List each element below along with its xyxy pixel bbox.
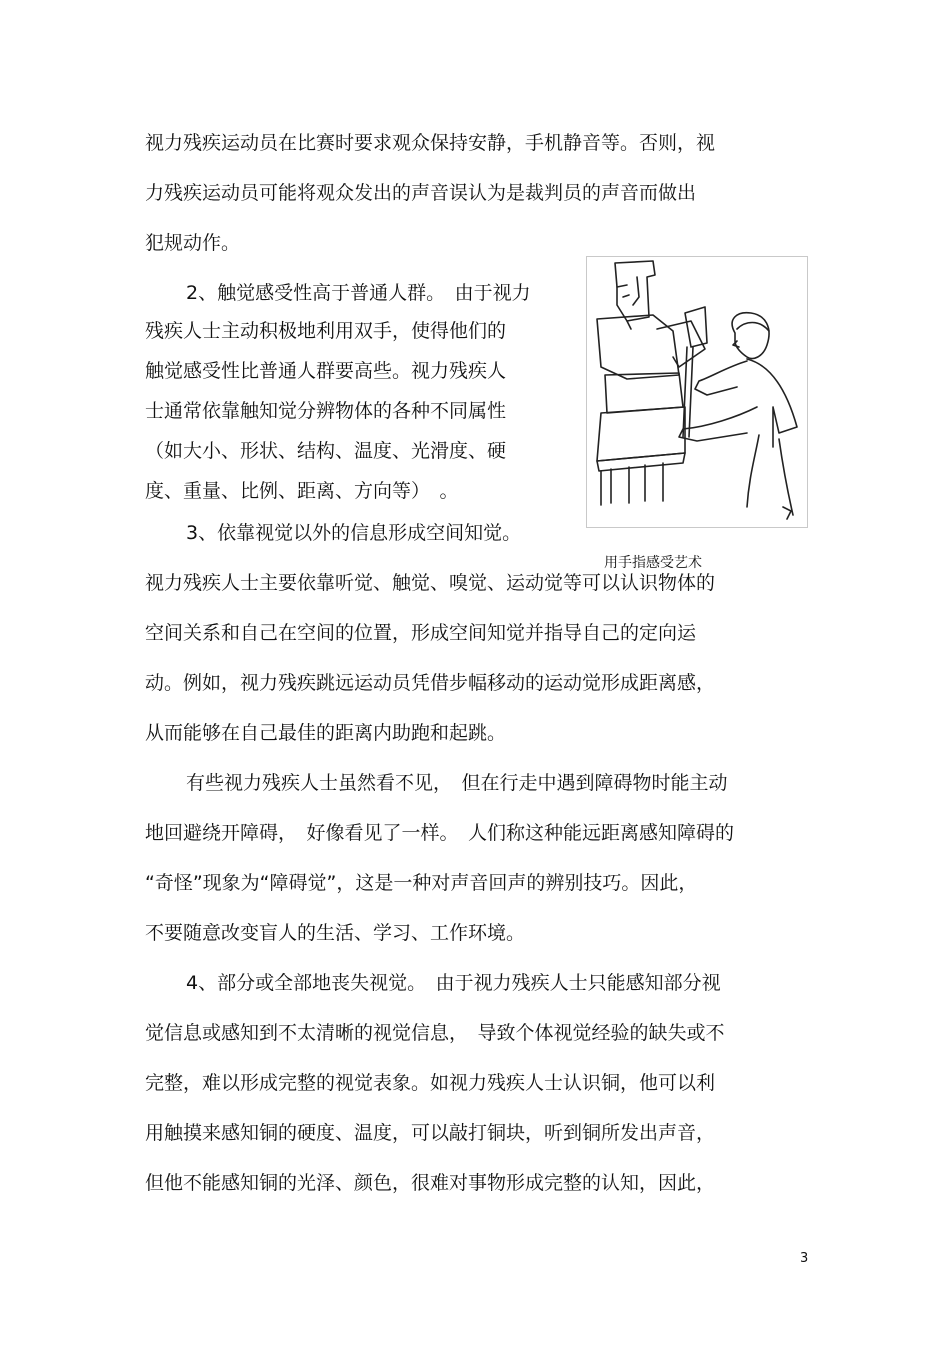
section-heading-line: 3、依靠视觉以外的信息形成空间知觉。 bbox=[186, 522, 522, 544]
paragraph-line: 但他不能感知铜的光泽、颜色，很难对事物形成完整的认知，因此， bbox=[145, 1172, 716, 1194]
paragraph-line: 从而能够在自己最佳的距离内助跑和起跳。 bbox=[145, 722, 507, 744]
paragraph-line: 度、重量、比例、距离、方向等） 。 bbox=[145, 480, 459, 502]
page-number: 3 bbox=[800, 1251, 809, 1266]
paragraph-line: 地回避绕开障碍， 好像看见了一样。 人们称这种能远距离感知障碍的 bbox=[145, 822, 735, 844]
paragraph-line: 有些视力残疾人士虽然看不见， 但在行走中遇到障碍物时能主动 bbox=[186, 772, 728, 794]
paragraph-line: （如大小、形状、结构、温度、光滑度、硬 bbox=[145, 440, 507, 462]
figure-caption: 用手指感受艺术 bbox=[604, 555, 702, 571]
paragraph-line: 觉信息或感知到不太清晰的视觉信息， 导致个体视觉经验的缺失或不 bbox=[145, 1022, 725, 1044]
section-heading-line: 4、部分或全部地丧失视觉。 由于视力残疾人士只能感知部分视 bbox=[186, 972, 721, 994]
sketch-image bbox=[587, 257, 807, 527]
paragraph-line: 空间关系和自己在空间的位置，形成空间知觉并指导自己的定向运 bbox=[145, 622, 697, 644]
paragraph-line: 力残疾运动员可能将观众发出的声音误认为是裁判员的声音而做出 bbox=[145, 182, 697, 204]
paragraph-line: 不要随意改变盲人的生活、学习、工作环境。 bbox=[145, 922, 526, 944]
paragraph-line: 视力残疾人士主要依靠听觉、触觉、嗅觉、运动觉等可以认识物体的 bbox=[145, 572, 716, 594]
paragraph-line: 士通常依靠触知觉分辨物体的各种不同属性 bbox=[145, 400, 507, 422]
paragraph-line: 动。例如，视力残疾跳远运动员凭借步幅移动的运动觉形成距离感， bbox=[145, 672, 716, 694]
paragraph-line: 完整，难以形成完整的视觉表象。如视力残疾人士认识铜，他可以利 bbox=[145, 1072, 716, 1094]
paragraph-line: 残疾人士主动积极地利用双手，使得他们的 bbox=[145, 320, 507, 342]
illustration-touching-statue bbox=[586, 256, 808, 528]
paragraph-line: 用触摸来感知铜的硬度、温度，可以敲打铜块，听到铜所发出声音， bbox=[145, 1122, 716, 1144]
paragraph-line: 视力残疾运动员在比赛时要求观众保持安静，手机静音等。否则，视 bbox=[145, 132, 716, 154]
section-heading-line: 2、触觉感受性高于普通人群。 由于视力 bbox=[186, 282, 531, 304]
paragraph-line: 触觉感受性比普通人群要高些。视力残疾人 bbox=[145, 360, 507, 382]
paragraph-line: “奇怪”现象为“障碍觉”，这是一种对声音回声的辨别技巧。因此， bbox=[145, 872, 698, 894]
paragraph-line: 犯规动作。 bbox=[145, 232, 241, 254]
